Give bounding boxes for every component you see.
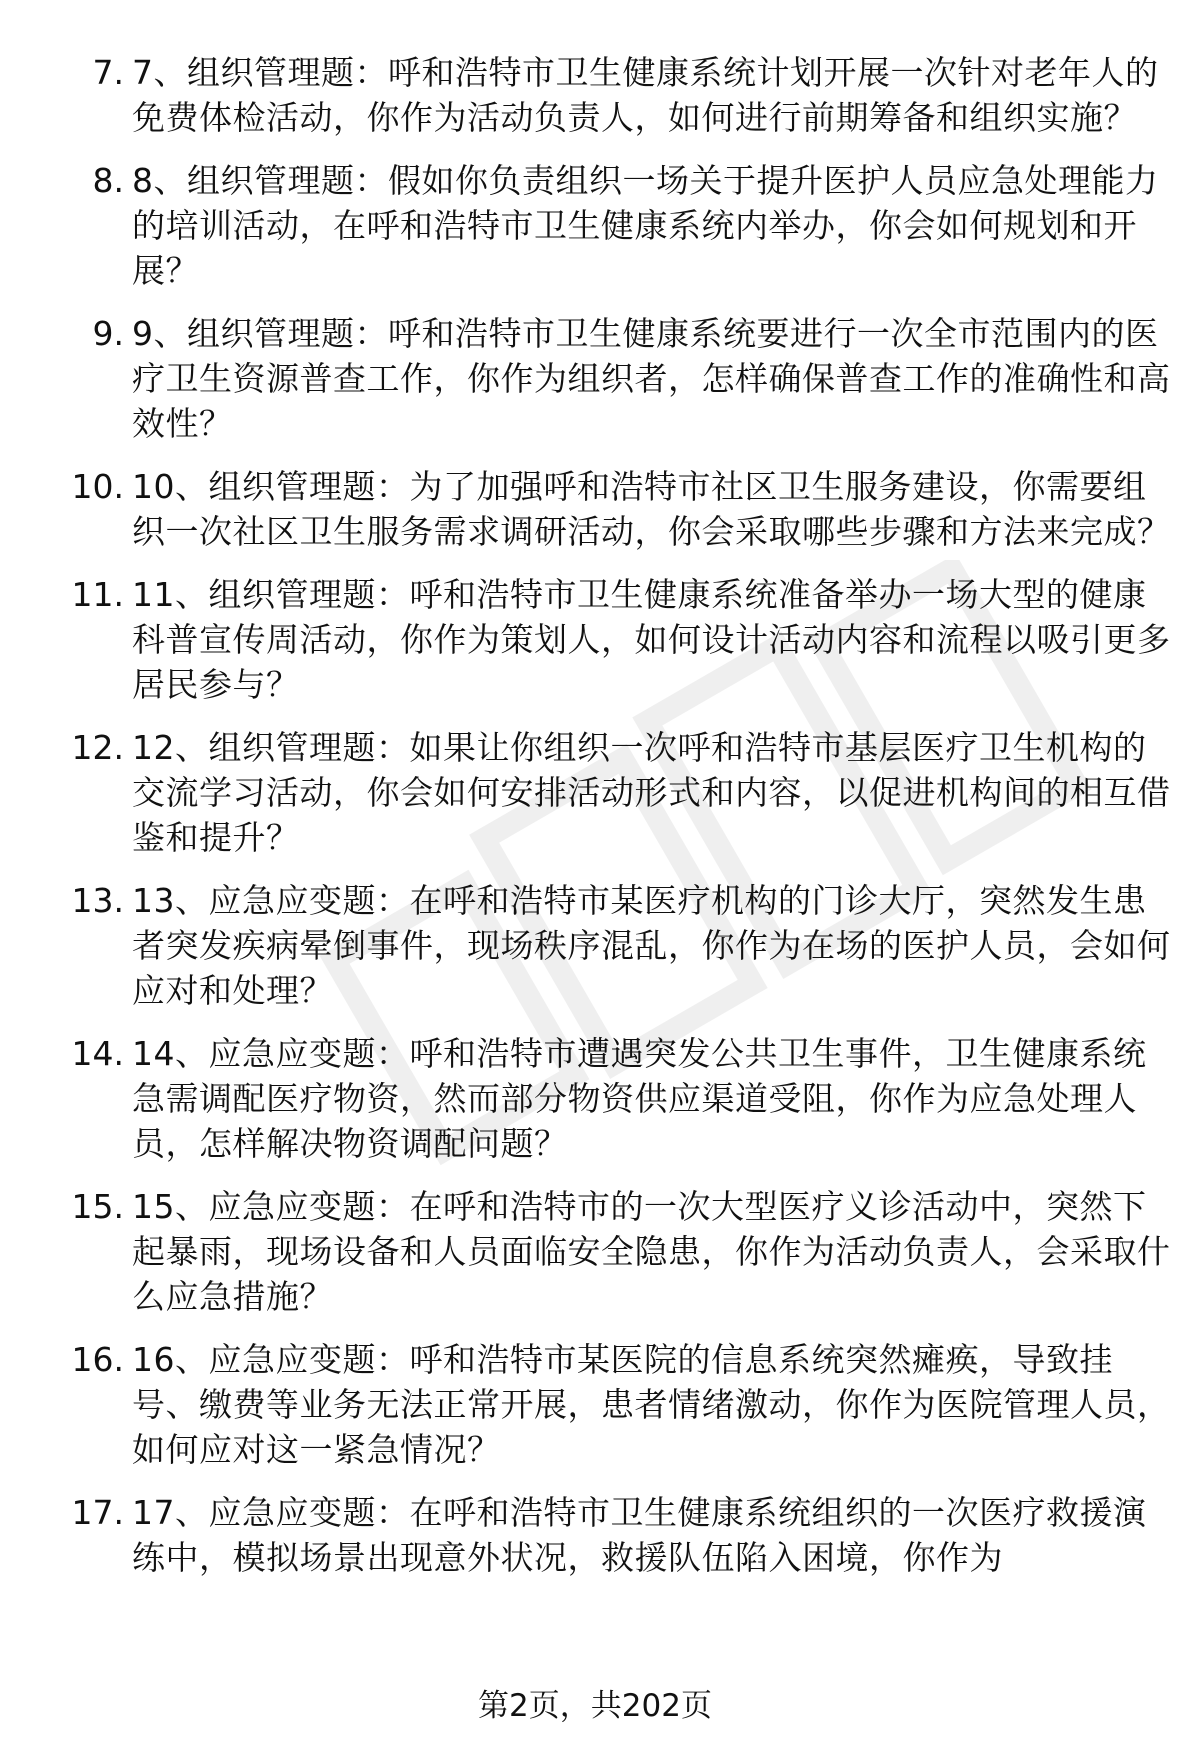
list-item — [62, 1184, 1172, 1319]
question-number: 16. — [71, 1340, 124, 1379]
list-item — [62, 1490, 1172, 1580]
question-text: 12、组织管理题：如果让你组织一次呼和浩特市基层医疗卫生机构的交流学习活动，你会如何安排活动形式和内容，以促进机构间的相互借鉴和提升？ — [132, 728, 1171, 857]
list-item — [62, 725, 1172, 860]
question-number: 11. — [71, 575, 124, 614]
question-text: 16、应急应变题：呼和浩特市某医院的信息系统突然瘫痪，导致挂号、缴费等业务无法正常开展，患者情绪激动，你作为医院管理人员，如何应对这一紧急情况？ — [132, 1340, 1171, 1469]
question-number: 17. — [71, 1493, 124, 1532]
question-text: 10、组织管理题：为了加强呼和浩特市社区卫生服务建设，你需要组织一次社区卫生服务需求调研活动，你会采取哪些步骤和方法来完成？ — [132, 467, 1171, 551]
question-text: 9、组织管理题：呼和浩特市卫生健康系统要进行一次全市范围内的医疗卫生资源普查工作，你作为组织者，怎样确保普查工作的准确性和高效性？ — [132, 314, 1171, 443]
question-text: 8、组织管理题：假如你负责组织一场关于提升医护人员应急处理能力的培训活动，在呼和浩特市卫生健康系统内举办，你会如何规划和开展？ — [132, 161, 1159, 290]
question-text: 17、应急应变题：在呼和浩特市卫生健康系统组织的一次医疗救援演练中，模拟场景出现意外状况，救援队伍陷入困境，你作为 — [132, 1493, 1147, 1577]
list-item — [62, 1337, 1172, 1472]
question-list — [62, 50, 1172, 1598]
list-item — [62, 878, 1172, 1013]
question-number: 13. — [71, 881, 124, 920]
list-item — [62, 158, 1172, 293]
question-number: 10. — [71, 467, 124, 506]
question-number: 12. — [71, 728, 124, 767]
list-item — [62, 464, 1172, 554]
question-number: 15. — [71, 1187, 124, 1226]
question-text: 7、组织管理题：呼和浩特市卫生健康系统计划开展一次针对老年人的免费体检活动，你作为活动负责人，如何进行前期筹备和组织实施？ — [132, 53, 1159, 137]
page-footer: 第2页，共202页 — [478, 1688, 712, 1724]
question-number: 9. — [92, 314, 124, 353]
list-item — [62, 1031, 1172, 1166]
list-item — [62, 311, 1172, 446]
question-text: 15、应急应变题：在呼和浩特市的一次大型医疗义诊活动中，突然下起暴雨，现场设备和人员面临安全隐患，你作为活动负责人，会采取什么应急措施？ — [132, 1187, 1171, 1316]
question-number: 7. — [92, 53, 124, 92]
question-text: 14、应急应变题：呼和浩特市遭遇突发公共卫生事件，卫生健康系统急需调配医疗物资，然而部分物资供应渠道受阻，你作为应急处理人员，怎样解决物资调配问题？ — [132, 1034, 1147, 1163]
list-item — [62, 572, 1172, 707]
question-text: 11、组织管理题：呼和浩特市卫生健康系统准备举办一场大型的健康科普宣传周活动，你作为策划人，如何设计活动内容和流程以吸引更多居民参与？ — [132, 575, 1171, 704]
question-text: 13、应急应变题：在呼和浩特市某医疗机构的门诊大厅，突然发生患者突发疾病晕倒事件，现场秩序混乱，你作为在场的医护人员，会如何应对和处理？ — [132, 881, 1171, 1010]
question-number: 8. — [92, 161, 124, 200]
question-number: 14. — [71, 1034, 124, 1073]
list-item — [62, 50, 1172, 140]
